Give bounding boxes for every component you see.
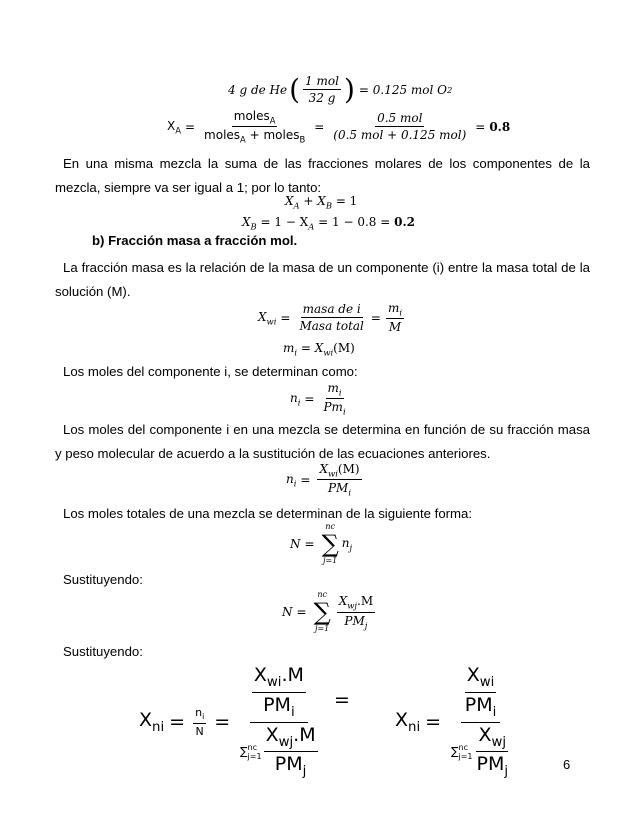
section-heading: b) Fracción masa a fracción mol. [92, 233, 298, 248]
paragraph-substituting-2: Sustituyendo: [63, 644, 143, 659]
equation-total-moles: N = nc ∑ j=1 $n_j$ [290, 522, 353, 565]
paragraph-sum-fractions: En una misma mezcla la suma de las fracciones molares de los componentes de la mezcla, siempre va ser igual a 1; por lo tanto: [55, 156, 590, 195]
eq2-frac1: $\frac{moles_A}{moles_A + moles_B}$ [204, 109, 306, 145]
equation-xb-result: $X_B = 1 - X_A = 1 - 0.8 = 0.2$ [242, 215, 415, 232]
eq2-result: 0.8 [489, 119, 511, 134]
eq11-frac1: $\frac{n_i}{N}$ [195, 706, 205, 738]
equation-mole-fraction-final-left: $X_{ni}$ = $\frac{n_i}{N}$ = $\frac{X_{wi}.M}{PM_i}$ ∑ nc j=1 $\frac{X_{wj}.M}{PM_j}$ [139, 664, 323, 780]
page-number: 6 [563, 757, 571, 772]
paragraph-moles-substitution: Los moles del componente i en una mezcla se determina en función de su fracción masa y peso molecular de acuerdo a la sustitución de las ecuaciones anteriores. [55, 422, 590, 461]
eq1-rhs: = 0.125 mol O [358, 82, 448, 97]
paragraph-total-moles: Los moles totales de una mezcla se determinan de la siguiente forma: [63, 506, 473, 521]
eq1-lhs: 4 g de He [228, 82, 288, 97]
eq11-frac2: $\frac{X_{wi}.M}{PM_i}$ ∑ nc j=1 $\frac{X_{wj}.M}{PM_j}$ [240, 664, 316, 780]
equation-mass-fraction: $X_{wi}$ = $\frac{\text{masa de i}}{\text{Masa total}}$ = $\frac{m_i}{M}$ [258, 301, 403, 335]
equation-sum-equals-one: $X_A + X_B = 1$ [285, 194, 358, 211]
paragraph-mass-fraction: La fracción masa es la relación de la masa de un componente (i) entre la masa total de la solución (M). [55, 260, 590, 299]
equation-mass-component: $m_i = X_{wi}(M)$ [283, 341, 355, 358]
equation-he-moles: 4 g de He ( $\frac{\text{1 mol}}{32 g}$ ) = 0.125 mol O 2 [228, 73, 453, 106]
eq11-lhs: $X_{ni}$ [139, 709, 165, 735]
eq2-frac2: $\frac{\text{0.5 mol}}{\text{(0.5 mol + 0.125 mol)}}$ [333, 111, 467, 143]
eq11-rhs: $X_{ni}$ [395, 709, 421, 735]
equation-moles-component: $n_i$ = $\frac{m_i}{Pm_i}$ [290, 381, 346, 417]
equation-separator-equals: = [334, 689, 350, 711]
eq2-lhs: $X_A$ [167, 118, 181, 136]
paragraph-substituting-1: Sustituyendo: [63, 572, 143, 587]
equation-total-moles-mass: N = nc ∑ j=1 $\frac{X_{wj}.M}{PM_j}$ [282, 590, 374, 633]
eq1-sub: 2 [447, 84, 453, 95]
eq1-den: 32 g [308, 91, 336, 105]
eq1-num: 1 mol [303, 74, 341, 90]
equation-moles-mass-fraction: $n_i$ = $\frac{X_{wi}(M)}{PM_i}$ [286, 462, 360, 498]
equation-mole-fraction-final-right: $X_{ni}$ = $\frac{X_{wi}}{PM_i}$ ∑ nc j=1 $\frac{X_{wj}}{PM_j}$ [395, 664, 515, 780]
eq11-frac3: $\frac{X_{wi}}{PM_i}$ ∑ nc j=1 $\frac{X_{wj}}{PM_j}$ [451, 664, 509, 780]
equation-mole-fraction-a: $X_A$ = $\frac{moles_A}{moles_A + moles_B}$ = $\frac{\text{0.5 mol}}{\text{(0.5 mol + 0.125 mol)}}$ = 0.8 [167, 109, 511, 145]
paragraph-moles-component: Los moles del componente i, se determinan como: [63, 364, 358, 379]
